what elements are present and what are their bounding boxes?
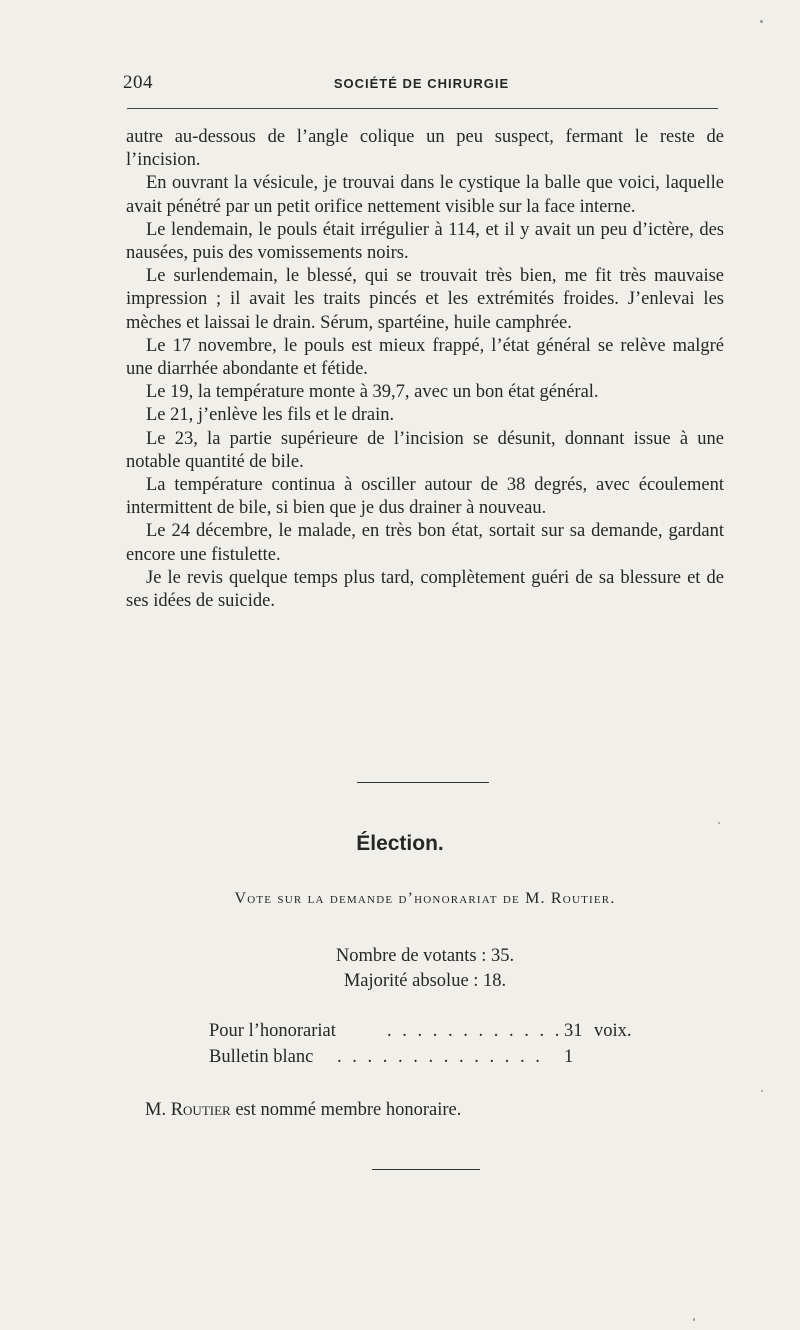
page-number: 204 <box>123 72 153 93</box>
paper-speck <box>760 20 763 23</box>
section-title: Élection. <box>356 832 444 855</box>
result-row <box>209 1018 649 1044</box>
paragraph: Le 21, j’enlève les fils et le drain. <box>146 405 395 426</box>
voters-count: Nombre de votants : 35. <box>335 946 515 966</box>
paragraph: Le 19, la température monte à 39,7, avec un bon état général. <box>146 382 599 403</box>
header-rule <box>127 108 718 109</box>
paper-speck <box>761 1090 763 1092</box>
section-divider <box>357 782 489 783</box>
result-unit: voix. <box>594 1021 632 1041</box>
member-name: Routier <box>170 1100 231 1120</box>
paragraph: En ouvrant la vésicule, je trouvai dans le cystique la balle que voici, laquelle avait pénétré par un petit orifice nettement visible sur la face interne. <box>126 173 724 217</box>
running-title: SOCIÉTÉ DE CHIRURGIE <box>333 76 510 91</box>
absolute-majority: Majorité absolue : 18. <box>343 971 507 991</box>
vote-heading: Vote sur la demande d’honorariat de M. Routier. <box>234 890 616 907</box>
conclusion-suffix: est nommé membre honoraire. <box>230 1100 462 1120</box>
result-value: 31 <box>564 1021 583 1041</box>
result-value: 1 <box>564 1047 574 1067</box>
result-label: Pour l’honorariat <box>209 1021 336 1041</box>
conclusion-prefix: M. <box>145 1100 171 1120</box>
vote-results <box>209 1018 649 1070</box>
leader-dots: . . . . . . . . . . . . . . <box>337 1047 543 1067</box>
paragraph: autre au-dessous de l’angle colique un peu suspect, fermant le reste de l’incision. <box>126 127 724 171</box>
page-header <box>123 72 720 96</box>
vote-statistics <box>0 944 800 994</box>
paper-speck <box>718 822 720 824</box>
paragraph: Le lendemain, le pouls était irrégulier à 114, et il y avait un peu d’ictère, des nausées, puis des vomissements noirs. <box>126 219 724 264</box>
paper-speck <box>693 1318 695 1321</box>
paragraph: Le 17 novembre, le pouls est mieux frappé, l’état général se relève malgré une diarrhée abondante et fétide. <box>126 335 724 380</box>
paragraph: Le 23, la partie supérieure de l’incision se désunit, donnant issue à une notable quantité de bile. <box>126 428 724 472</box>
body-text <box>126 126 724 613</box>
leader-dots: . . . . . . . . . . . . <box>387 1021 563 1041</box>
result-row <box>209 1044 649 1070</box>
election-conclusion <box>145 1100 461 1121</box>
paragraph: Je le revis quelque temps plus tard, complètement guéri de sa blessure et de ses idées de suicide. <box>126 567 724 612</box>
paragraph: Le 24 décembre, le malade, en très bon état, sortait sur sa demande, gardant encore une fistulette. <box>126 521 724 565</box>
result-label: Bulletin blanc <box>209 1047 314 1067</box>
paragraph: La température continua à osciller autour de 38 degrés, avec écoulement intermittent de bile, si bien que je dus drainer à nouveau. <box>126 475 724 519</box>
end-divider <box>372 1169 480 1170</box>
paragraph: Le surlendemain, le blessé, qui se trouvait très bien, me fit très mauvaise impression ; il avait les traits pincés et les extrémités froides. J’enlevai les mèches et laissai le drain. Sérum, spartéine, huile camphrée. <box>126 266 724 333</box>
